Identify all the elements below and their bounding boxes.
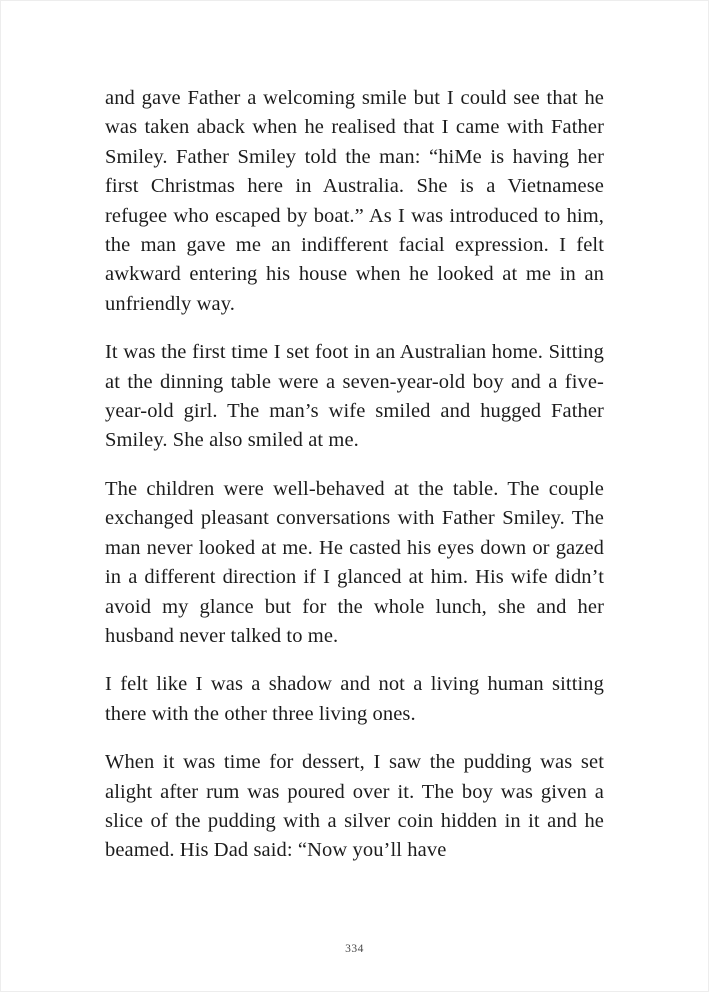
page-text-block <box>105 84 604 885</box>
paragraph: and gave Father a welcoming smile but I could see that he was taken aback when he realised that I came with Father Smiley. Father Smiley told the man: “hiMe is having her first Christmas here in Australia. She is a Vietnamese refugee who escaped by boat.” As I was introduced to him, the man gave me an indifferent facial expression. I felt awkward entering his house when he looked at me in an unfriendly way. <box>105 87 604 315</box>
paragraph: It was the first time I set foot in an Australian home. Sitting at the dinning table were a seven-year-old boy and a five-year-old girl. The man’s wife smiled and hugged Father Smiley. She also smiled at me. <box>105 341 604 452</box>
paragraph: When it was time for dessert, I saw the pudding was set alight after rum was poured over it. The boy was given a slice of the pudding with a silver coin hidden in it and he beamed. His Dad said: “Now you’ll have <box>105 751 604 862</box>
page-number: 334 <box>345 943 364 955</box>
paragraph: The children were well-behaved at the table. The couple exchanged pleasant conversations with Father Smiley. The man never looked at me. He casted his eyes down or gazed in a different direction if I glanced at him. His wife didn’t avoid my glance but for the whole lunch, she and her husband never talked to me. <box>105 477 604 647</box>
paragraph: I felt like I was a shadow and not a living human sitting there with the other three living ones. <box>105 673 604 725</box>
